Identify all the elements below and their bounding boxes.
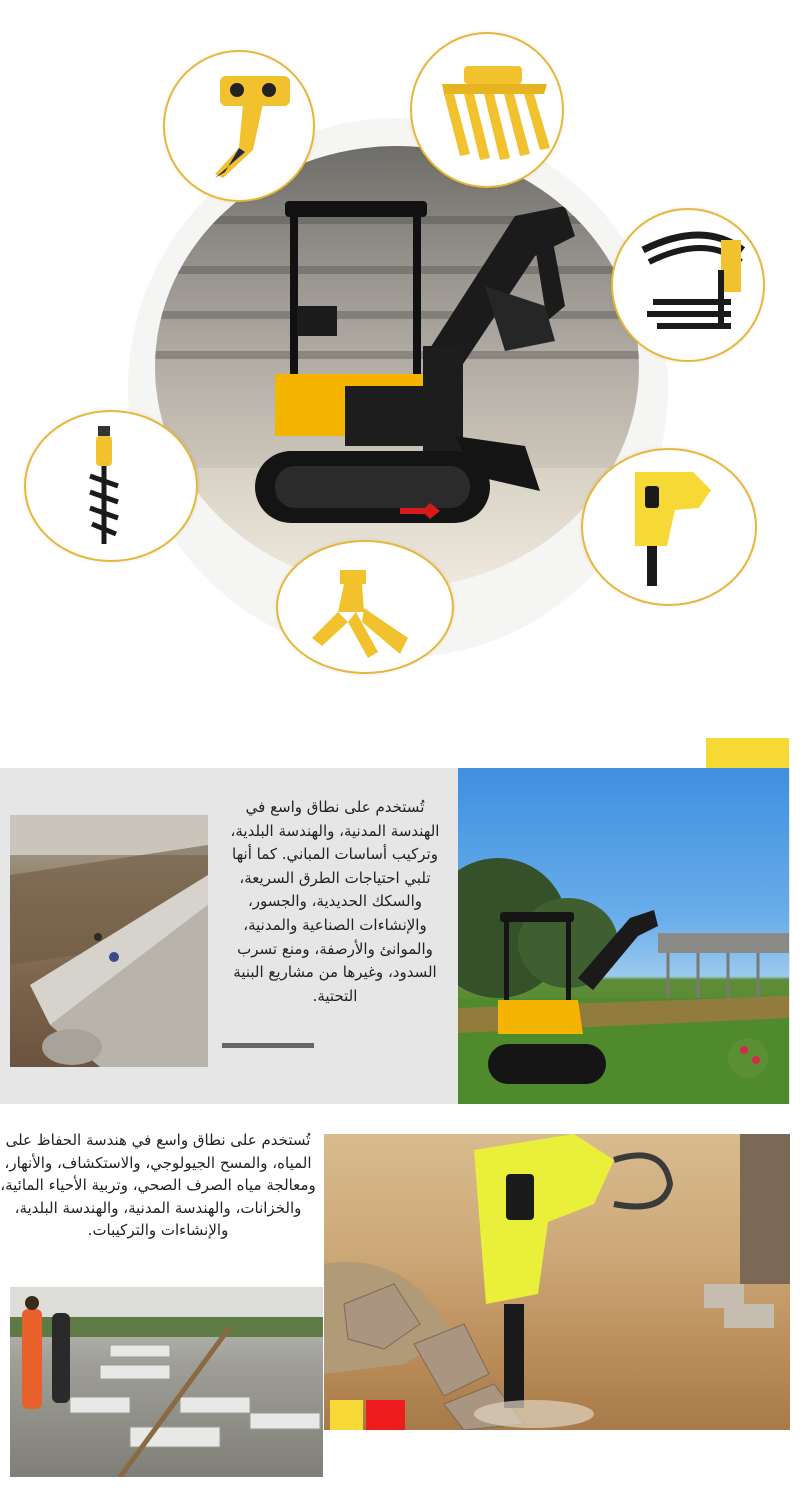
rake-icon: [412, 34, 562, 186]
breaker-icon: [583, 450, 755, 604]
attachment-hydraulic-breaker[interactable]: [581, 448, 757, 606]
breaker-rock-photo: [324, 1134, 790, 1430]
attachment-grapple-fork[interactable]: [611, 208, 765, 362]
auger-icon: [26, 412, 196, 560]
attachment-ripper[interactable]: [163, 50, 315, 202]
accent-yellow-square: [330, 1400, 363, 1430]
description-text-water: تُستخدم على نطاق واسع في هندسة الحفاظ على المياه، والمسح الجيولوجي، والاستكشاف، والأنهار، ومعالجة مياه الصرف الصحي، وتربية الأحياء المائية، والخزانات، والهندسة المدنية، والهندسة البلدية، والإنشاءات والتركيبات.: [0, 1131, 316, 1239]
attachment-thumb-grab[interactable]: [276, 540, 454, 674]
attachment-auger[interactable]: [24, 410, 198, 562]
excavator-garden-photo: [458, 768, 789, 1104]
pipe-trench-photo: [10, 815, 208, 1067]
accent-red-square: [366, 1400, 405, 1430]
accent-yellow-bar: [706, 738, 789, 768]
garden-workers-photo: [10, 1287, 323, 1477]
attachment-rake[interactable]: [410, 32, 564, 188]
hero-excavator-photo: [155, 146, 639, 588]
description-text-civil: تُستخدم على نطاق واسع في الهندسة المدنية، والهندسة البلدية، وتركيب أساسات المباني. كما أنها تلبي احتياجات الطرق السريعة، والسكك الحديدية، والجسور، والإنشاءات الصناعية والمدنية، والموانئ والأرصفة، ومنع تسرب السدود، وغيرها من مشاريع البنية التحتية.: [230, 798, 440, 1005]
excavator-illustration: [155, 146, 639, 588]
grapple-fork-icon: [613, 210, 763, 360]
ripper-icon: [165, 52, 313, 200]
thumb-grab-icon: [278, 542, 452, 672]
divider-line: [222, 1043, 314, 1048]
